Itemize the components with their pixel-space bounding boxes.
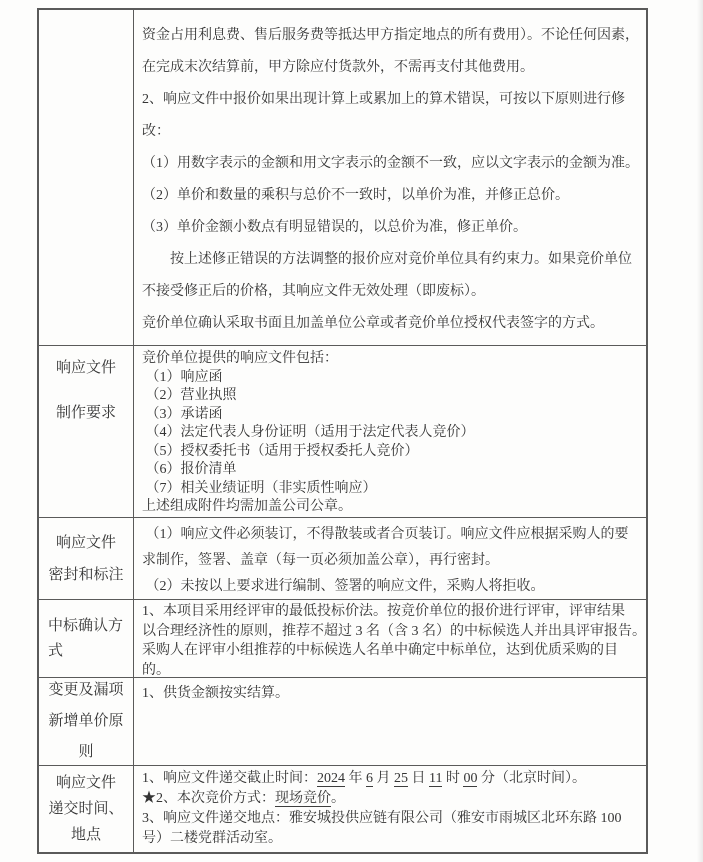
text-segment: 按上述修正错误的方法调整的报价应对竞价单位具有约束力。如果竞价单位	[142, 252, 632, 267]
label-line: 变更及漏项	[48, 682, 124, 698]
text-segment: 上述组成附件均需加盖公司公章。	[142, 499, 352, 514]
table-row-1	[39, 10, 646, 345]
text-segment: （2）未按以上要求进行编制、签署的响应文件，采购人将拒收。	[142, 579, 545, 594]
text-segment: 1、本项目采用经评审的最低投标价法。按竞价单位的报价进行评审，评审结果	[142, 604, 625, 619]
row-label-cell	[39, 678, 134, 765]
row-label-cell	[39, 10, 134, 345]
table-row-6	[39, 765, 646, 852]
text-segment: （7）相关业绩证明（非实质性响应）	[142, 480, 377, 496]
text-segment: 号）二楼党群活动室。	[142, 831, 282, 846]
content-line	[142, 602, 644, 622]
row-content-cell	[134, 10, 646, 345]
text-segment: 资金占用利息费、售后服务费等抵达甲方指定地点的所有费用）。不论任何因素，	[142, 28, 639, 43]
underlined-value: 6	[366, 771, 373, 786]
label-line: 密封和标注	[48, 566, 124, 583]
content-line	[142, 574, 644, 599]
text-segment: 改：	[142, 124, 170, 139]
content-line	[142, 498, 644, 517]
text-segment: ★2、本次竞价方式：	[142, 791, 275, 806]
row-content-cell	[134, 346, 646, 517]
row-label-cell	[39, 518, 134, 599]
text-segment: 1、响应文件递交截止时间：	[142, 771, 317, 786]
row-content-cell	[134, 766, 646, 852]
text-segment: （4）法定代表人身份证明（适用于法定代表人竞价）	[142, 425, 475, 440]
content-line	[142, 684, 644, 703]
content-line	[142, 148, 644, 180]
content-line	[142, 387, 644, 406]
content-line	[142, 769, 644, 789]
text-segment: 在完成末次结算前，甲方除应付货款外，不需再支付其他费用。	[142, 60, 534, 75]
content-line	[142, 369, 644, 388]
content-line	[142, 522, 644, 548]
table-row-4	[39, 599, 646, 677]
row-content-cell	[134, 678, 646, 765]
content-line	[142, 480, 644, 499]
row-label-cell	[39, 346, 134, 517]
text-segment: 3、响应文件递交地点：雅安城投供应链有限公司（雅安市雨城区北环东路 100	[142, 811, 622, 826]
content-line	[142, 829, 644, 849]
content-line	[142, 789, 644, 809]
text-segment: （1）响应文件必须装订，不得散装或者合页装订。响应文件应根据采购人的要	[142, 527, 629, 542]
text-segment: 年	[345, 771, 366, 786]
row-content-cell	[134, 600, 646, 677]
underlined-value: 25	[394, 771, 408, 786]
text-segment: 采购人在评审小组推荐的中标候选人名单中确定中标单位，达到优质采购的目	[142, 643, 618, 658]
text-segment: 时	[442, 771, 464, 786]
label-line: 新增单价原	[48, 713, 124, 729]
text-segment: 月	[373, 771, 394, 786]
label-line: 响应文件	[55, 360, 116, 376]
text-segment: 以合理经济性的原则，推荐不超过 3 名（含 3 名）的中标候选人并出具评审报告。	[142, 623, 646, 639]
content-line	[142, 244, 644, 276]
label-line: 响应文件	[55, 775, 116, 791]
content-line	[142, 52, 644, 84]
label-line: 中标确认方	[48, 617, 124, 634]
text-segment: 分（北京时间）。	[477, 771, 586, 786]
label-line: 则	[78, 744, 94, 760]
text-segment: （2）营业执照	[142, 388, 237, 403]
content-line	[142, 461, 644, 480]
content-line	[142, 406, 644, 425]
content-line	[142, 548, 644, 574]
underlined-value: 00	[463, 771, 478, 786]
text-segment: 日	[408, 771, 429, 786]
text-segment: （3）承诺函	[142, 406, 223, 422]
underlined-value: 现场竞价	[275, 791, 331, 806]
content-line	[142, 212, 644, 244]
content-line	[142, 350, 644, 369]
table-row-5	[39, 677, 646, 765]
underlined-value: 2024	[317, 771, 345, 786]
underlined-value: 11	[429, 771, 443, 786]
label-line: 递交时间、	[48, 801, 124, 817]
text-segment: （3）单价金额小数点有明显错误的，以总价为准，修正单价。	[142, 220, 527, 235]
text-segment: 竞价单位提供的响应文件包括：	[142, 351, 338, 366]
content-line	[142, 276, 644, 308]
page-scan-edge	[697, 0, 703, 862]
table-row-3	[39, 517, 646, 599]
label-line: 式	[48, 642, 64, 659]
text-segment: 求制作，签署、盖章（每一页必须加盖公章），再行密封。	[142, 553, 499, 568]
label-line: 地点	[70, 827, 101, 843]
text-segment: 竞价单位确认采取书面且加盖单位公章或者竞价单位授权代表签字的方式。	[142, 316, 604, 331]
text-segment: （6）报价清单	[142, 462, 237, 477]
row-label-cell	[39, 766, 134, 852]
text-segment: （1）响应函	[142, 369, 223, 385]
row-label-cell	[39, 600, 134, 677]
row-content-cell	[134, 518, 646, 599]
text-segment: （5）授权委托书（适用于授权委托人竞价）	[142, 443, 419, 459]
text-segment: 的。	[142, 662, 170, 677]
table-row-2	[39, 345, 646, 517]
content-line	[142, 661, 644, 678]
content-line	[142, 116, 644, 148]
text-segment: 。	[331, 791, 345, 806]
content-line	[142, 180, 644, 212]
content-line	[142, 424, 644, 443]
text-segment: 不接受修正后的价格，其响应文件无效处理（即废标）。	[142, 284, 485, 299]
content-line	[142, 443, 644, 462]
content-line	[142, 641, 644, 661]
text-segment: 1、供货金额按实结算。	[142, 686, 289, 701]
document-table	[37, 8, 648, 854]
label-line: 制作要求	[55, 405, 116, 421]
text-segment: （2）单价和数量的乘积与总价不一致时，以单价为准，并修正总价。	[142, 188, 569, 203]
content-line	[142, 308, 644, 340]
content-line	[142, 20, 644, 52]
content-line	[142, 809, 644, 829]
content-line	[142, 84, 644, 116]
text-segment: （1）用数字表示的金额和用文字表示的金额不一致，应以文字表示的金额为准。	[142, 156, 639, 171]
text-segment: 2、响应文件中报价如果出现计算上或累加上的算术错误，可按以下原则进行修	[142, 92, 625, 107]
content-line	[142, 622, 644, 642]
label-line: 响应文件	[55, 534, 116, 551]
